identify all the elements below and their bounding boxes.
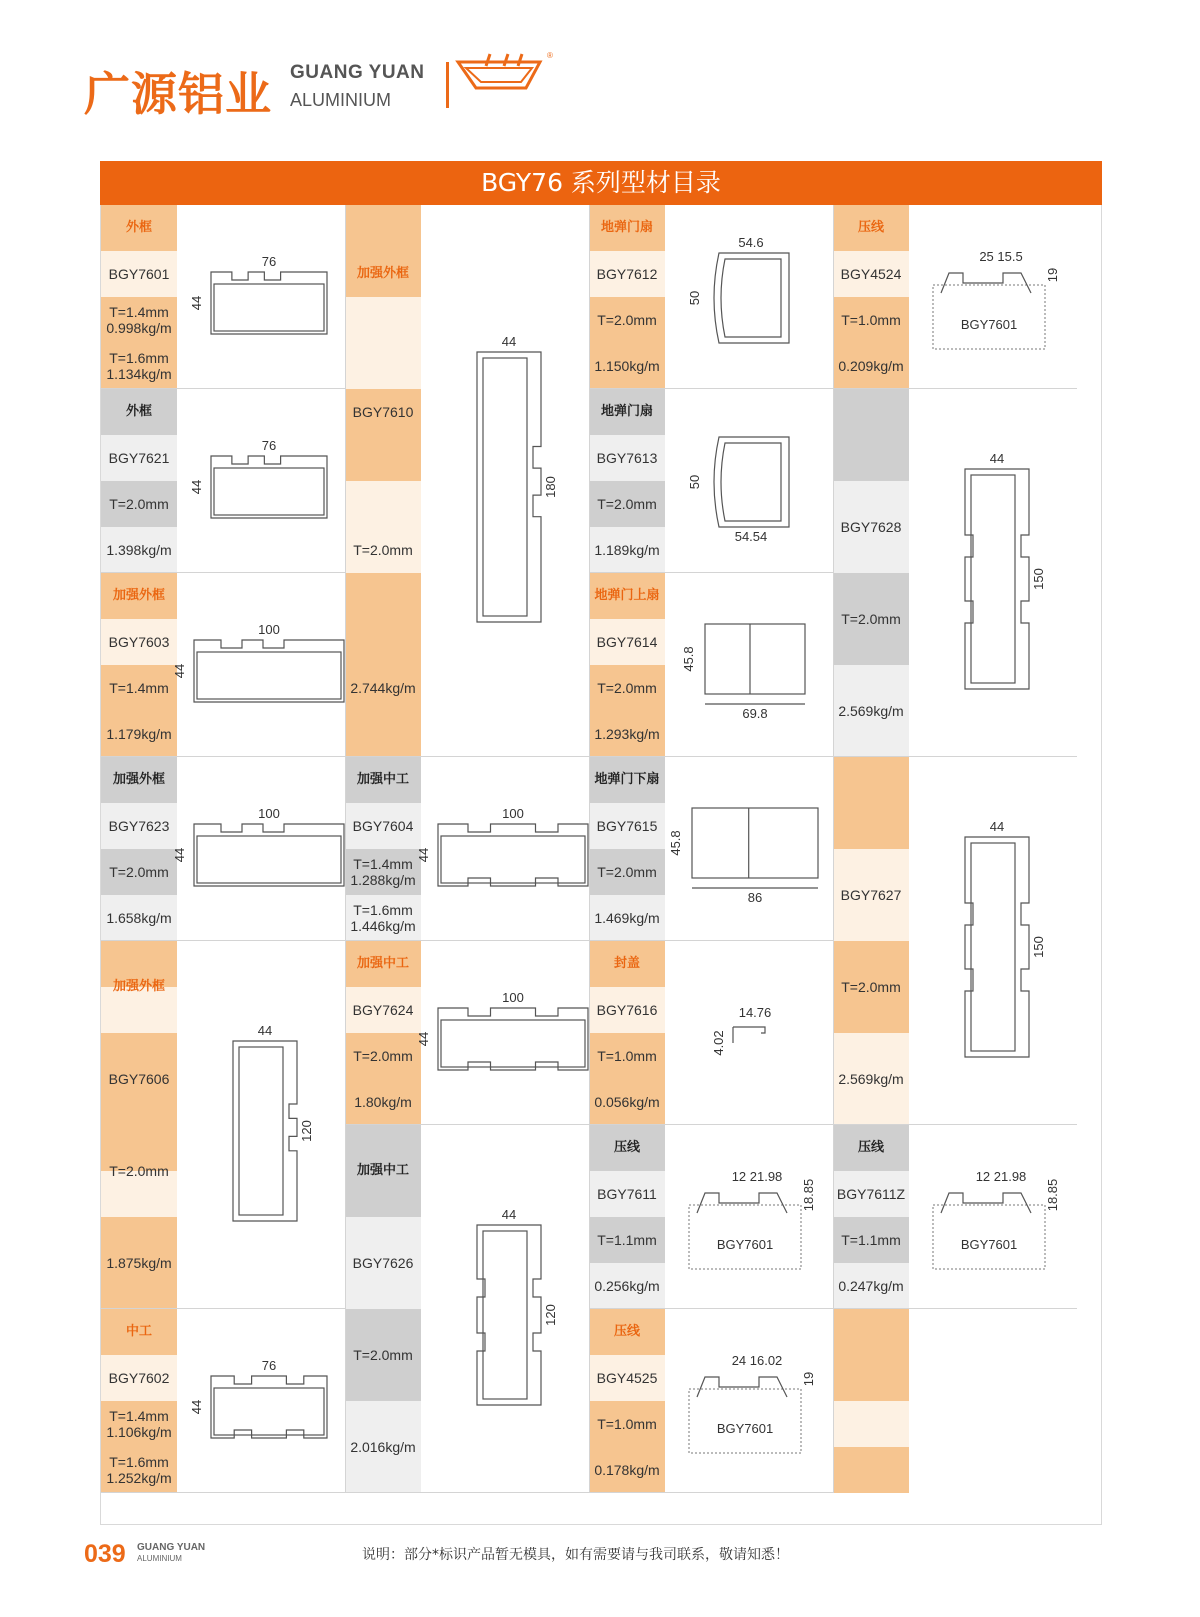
spec-line: T=2.0mm (597, 312, 657, 328)
category-label (589, 389, 665, 435)
profile-outline (941, 1193, 1031, 1213)
brand-name-cn: 广源铝业 (84, 67, 272, 121)
dimension-label: 50 (687, 474, 702, 490)
product-code (833, 1171, 909, 1217)
profile-inner (721, 443, 781, 521)
dimension-label: 44 (172, 663, 187, 679)
category-label (833, 1125, 909, 1171)
product-code (101, 619, 177, 665)
dimension-label: 18.85 (801, 1178, 816, 1212)
spec-line: BGY7627 (840, 887, 902, 903)
dimension-label: 45.8 (668, 830, 683, 856)
product-code (833, 481, 909, 573)
category-label (345, 1125, 421, 1217)
category-label (101, 941, 177, 1033)
spec-line: T=1.6mm (353, 902, 413, 918)
dimension-label: 86 (747, 890, 763, 905)
spec-line: T=1.1mm (841, 1232, 901, 1248)
profile-outline (211, 1376, 327, 1438)
profile-outline (965, 469, 1029, 689)
spec-value (101, 343, 177, 389)
product-code (589, 803, 665, 849)
label-cell-bg (833, 803, 909, 849)
dimension-label: 150 (1031, 936, 1046, 958)
product-code (101, 435, 177, 481)
spec-line: 1.293kg/m (594, 726, 660, 742)
spec-value (589, 297, 665, 343)
spec-line: 地弹门下扇 (594, 772, 660, 787)
spec-line: 1.80kg/m (354, 1094, 412, 1110)
spec-value (589, 1263, 665, 1309)
spec-line: T=2.0mm (353, 1347, 413, 1363)
category-label (101, 389, 177, 435)
profile-drawing (909, 389, 1077, 757)
spec-line: 1.875kg/m (106, 1255, 172, 1271)
registered-mark: ® (547, 51, 553, 60)
product-code (833, 849, 909, 941)
spec-line: T=2.0mm (353, 542, 413, 558)
spec-line: BGY7612 (596, 266, 658, 282)
label-cell-bg (833, 389, 909, 435)
profile-drawing (665, 389, 833, 573)
profile-outline (714, 253, 789, 343)
profile-outline (438, 1008, 588, 1070)
dimension-label: 44 (989, 451, 1005, 466)
profile-drawing (909, 1125, 1077, 1309)
brand-subtitle-en: ALUMINIUM (290, 90, 392, 110)
spec-value (589, 1079, 665, 1125)
spec-value (101, 895, 177, 941)
spec-line: BGY7606 (108, 1071, 170, 1087)
dimension-label: 44 (189, 479, 204, 495)
spec-line: BGY7615 (596, 818, 658, 834)
dimension-label: 100 (502, 990, 524, 1005)
category-label (101, 573, 177, 619)
profile-inner (197, 836, 341, 883)
label-cell-bg (833, 1401, 909, 1447)
profile-inner (483, 1231, 527, 1399)
spec-line: 中工 (125, 1324, 152, 1339)
spec-line: T=1.1mm (597, 1232, 657, 1248)
spec-line: BGY7604 (352, 818, 414, 834)
dimension-label: 44 (172, 847, 187, 863)
spec-line: BGY7628 (840, 519, 902, 535)
spec-value (589, 1033, 665, 1079)
dimension-label: 44 (501, 334, 517, 349)
spec-line: T=1.4mm (109, 304, 169, 320)
product-code (101, 251, 177, 297)
spec-line: BGY7621 (108, 450, 170, 466)
profile-outline (965, 837, 1029, 1057)
spec-line: 0.256kg/m (594, 1278, 660, 1294)
spec-line: 加强中工 (356, 956, 409, 971)
dimension-label: 44 (416, 1031, 431, 1047)
spec-line: T=2.0mm (597, 496, 657, 512)
spec-line: 1.134kg/m (106, 366, 172, 382)
profile-drawing (909, 205, 1077, 389)
category-label (833, 205, 909, 251)
profile-outline (697, 1377, 787, 1397)
spec-value (345, 849, 421, 895)
spec-value (345, 1033, 421, 1079)
dimension-label: 180 (543, 476, 558, 498)
dimension-label: 150 (1031, 568, 1046, 590)
spec-line: 1.179kg/m (106, 726, 172, 742)
spec-line: T=1.6mm (109, 1454, 169, 1470)
spec-line: T=2.0mm (841, 611, 901, 627)
product-code (345, 343, 421, 481)
spec-value (345, 619, 421, 757)
product-code (589, 1355, 665, 1401)
profile-outline (714, 437, 789, 527)
spec-line: 0.998kg/m (106, 320, 172, 336)
spec-line: 2.016kg/m (350, 1439, 416, 1455)
profile-drawing (665, 205, 833, 389)
profile-drawing (177, 1309, 345, 1493)
category-label (101, 205, 177, 251)
spec-value (833, 1217, 909, 1263)
spec-line: 1.398kg/m (106, 542, 172, 558)
spec-line: 地弹门扇 (600, 220, 653, 235)
spec-line: 地弹门上扇 (594, 588, 660, 603)
profile-drawing (416, 757, 589, 941)
spec-value (589, 481, 665, 527)
spec-value (833, 1033, 909, 1125)
dimension-label: 12 21.98 (975, 1169, 1027, 1184)
dimension-label: 4.02 (711, 1030, 726, 1056)
spec-value (833, 573, 909, 665)
footer-brand-sub: ALUMINIUM (137, 1554, 182, 1563)
spec-line: BGY7601 (108, 266, 170, 282)
spec-value (345, 895, 421, 941)
column-divider (345, 205, 346, 1493)
dimension-label: 44 (501, 1207, 517, 1222)
spec-line: 压线 (613, 1324, 640, 1339)
label-cell-bg (833, 1447, 909, 1493)
spec-line: BGY7613 (596, 450, 658, 466)
dimension-label: 44 (257, 1023, 273, 1038)
spec-line: BGY7626 (352, 1255, 414, 1271)
dimension-label: 76 (261, 438, 277, 453)
product-code (345, 987, 421, 1033)
profile-outline (194, 824, 344, 886)
spec-value (833, 1263, 909, 1309)
spec-value (101, 1447, 177, 1493)
product-code (101, 803, 177, 849)
product-code (589, 1171, 665, 1217)
dimension-label: 76 (261, 1358, 277, 1373)
spec-line: 1.469kg/m (594, 910, 660, 926)
brand-divider (446, 62, 449, 108)
spec-line: 0.178kg/m (594, 1462, 660, 1478)
label-cell-bg (833, 1355, 909, 1401)
column-divider (833, 205, 834, 1493)
spec-line: 1.150kg/m (594, 358, 660, 374)
profile-drawing (665, 573, 833, 757)
spec-line: BGY4524 (840, 266, 902, 282)
spec-line: 压线 (857, 1140, 884, 1155)
profile-inner (483, 358, 527, 616)
profile-drawing (177, 389, 345, 573)
label-cell-bg (833, 435, 909, 481)
dimension-label: 24 16.02 (731, 1353, 783, 1368)
spec-line: 加强中工 (356, 772, 409, 787)
profile-outline (477, 352, 541, 622)
brand-name-en: GUANG YUAN (290, 62, 425, 83)
spec-line: T=1.0mm (841, 312, 901, 328)
dimension-label: 18.85 (1045, 1178, 1060, 1212)
spec-line: BGY7610 (352, 404, 414, 420)
spec-value (101, 1401, 177, 1447)
profile-outline (705, 624, 805, 694)
spec-line: T=2.0mm (597, 864, 657, 880)
footer-brand: GUANG YUAN (137, 1542, 206, 1553)
spec-value (101, 665, 177, 711)
spec-line: BGY7611 (597, 1186, 657, 1202)
profile-drawing (177, 941, 345, 1309)
profile-outline (211, 272, 327, 334)
spec-line: 加强外框 (112, 979, 165, 994)
spec-value (589, 665, 665, 711)
spec-line: 封盖 (613, 956, 640, 971)
spec-line: T=1.0mm (597, 1048, 657, 1064)
dimension-label: 25 15.5 (979, 249, 1023, 264)
spec-line: T=2.0mm (109, 1163, 169, 1179)
category-label (345, 941, 421, 987)
column-divider (589, 205, 590, 1493)
footer-note: 说明：部分*标识产品暂无模具，如有需要请与我司联系，敬请知悉！ (362, 1547, 789, 1563)
spec-line: 加强外框 (112, 588, 165, 603)
category-label (101, 1309, 177, 1355)
spec-value (589, 849, 665, 895)
reference-label: BGY7601 (960, 1237, 1018, 1252)
spec-line: T=1.4mm (353, 856, 413, 872)
profile-drawing (909, 757, 1077, 1125)
profile-inner (441, 836, 585, 883)
profile-inner (239, 1047, 283, 1215)
spec-line: BGY7624 (352, 1002, 414, 1018)
profile-drawing (665, 1125, 833, 1309)
spec-line: 0.056kg/m (594, 1094, 660, 1110)
spec-value (345, 1079, 421, 1125)
spec-value (101, 1125, 177, 1217)
product-code (589, 619, 665, 665)
dimension-label: 100 (258, 806, 280, 821)
dimension-label: 12 21.98 (731, 1169, 783, 1184)
spec-line: BGY4525 (596, 1370, 658, 1386)
spec-value (589, 343, 665, 389)
category-label (589, 573, 665, 619)
spec-line: T=2.0mm (597, 680, 657, 696)
spec-value (101, 849, 177, 895)
spec-line: 0.209kg/m (838, 358, 904, 374)
profile-outline (477, 1225, 541, 1405)
reference-label: BGY7601 (960, 317, 1018, 332)
spec-value (101, 297, 177, 343)
dimension-label: 44 (189, 295, 204, 311)
profile-outline (941, 273, 1031, 293)
dimension-label: 19 (1045, 267, 1060, 283)
dimension-label: 50 (687, 290, 702, 306)
dimension-label: 44 (416, 847, 431, 863)
spec-value (833, 665, 909, 757)
profile-inner (214, 1388, 324, 1435)
spec-line: BGY7603 (108, 634, 170, 650)
spec-line: 加强中工 (356, 1163, 409, 1178)
spec-line: 1.446kg/m (350, 918, 416, 934)
product-code (101, 1033, 177, 1125)
spec-line: 地弹门扇 (600, 404, 653, 419)
spec-value (589, 1217, 665, 1263)
spec-value (589, 1401, 665, 1447)
category-label (589, 1309, 665, 1355)
dimension-label: 14.76 (738, 1005, 772, 1020)
product-code (345, 1217, 421, 1309)
spec-line: BGY7614 (596, 634, 658, 650)
dimension-label: 44 (989, 819, 1005, 834)
profile-outline (233, 1041, 297, 1221)
spec-line: BGY7623 (108, 818, 170, 834)
profile-drawing (416, 941, 589, 1125)
spec-line: 1.189kg/m (594, 542, 660, 558)
spec-value (345, 1309, 421, 1401)
spec-line: 1.288kg/m (350, 872, 416, 888)
profile-drawing (665, 1309, 833, 1493)
profile-inner (214, 284, 324, 331)
spec-line: T=1.0mm (597, 1416, 657, 1432)
profile-inner (197, 652, 341, 699)
profile-outline (733, 1027, 765, 1043)
spec-line: 2.569kg/m (838, 703, 904, 719)
spec-line: T=1.4mm (109, 1408, 169, 1424)
spec-line: T=2.0mm (109, 496, 169, 512)
spec-value (101, 1217, 177, 1309)
spec-line: T=2.0mm (841, 979, 901, 995)
category-label (589, 941, 665, 987)
product-code (589, 435, 665, 481)
category-label (345, 205, 421, 343)
spec-line: T=1.6mm (109, 350, 169, 366)
spec-line: 外框 (125, 404, 152, 419)
profile-drawing (665, 941, 833, 1125)
spec-line: 加强外框 (112, 772, 165, 787)
dimension-label: 100 (258, 622, 280, 637)
profile-outline (211, 456, 327, 518)
dimension-label: 69.8 (742, 706, 768, 721)
category-label (345, 757, 421, 803)
row-divider (589, 1492, 833, 1493)
spec-line: T=2.0mm (109, 864, 169, 880)
spec-line: T=2.0mm (353, 1048, 413, 1064)
profile-inner (441, 1020, 585, 1067)
spec-value (345, 481, 421, 619)
product-code (101, 1355, 177, 1401)
spec-value (833, 941, 909, 1033)
profile-catalog-grid (100, 205, 1102, 1525)
dimension-label: 76 (261, 254, 277, 269)
profile-drawing (421, 205, 589, 757)
profile-outline (697, 1193, 787, 1213)
gyr-logo-icon (454, 50, 564, 102)
spec-value (589, 527, 665, 573)
spec-line: BGY7616 (596, 1002, 658, 1018)
spec-value (345, 1401, 421, 1493)
profile-outline (438, 824, 588, 886)
profile-inner (214, 468, 324, 515)
spec-line: 1.252kg/m (106, 1470, 172, 1486)
label-cell-bg (833, 757, 909, 803)
category-label (589, 757, 665, 803)
dimension-label: 120 (299, 1120, 314, 1142)
dimension-label: 19 (801, 1371, 816, 1387)
spec-line: 压线 (857, 220, 884, 235)
product-code (589, 987, 665, 1033)
spec-value (101, 481, 177, 527)
catalog-title: BGY76 系列型材目录 (100, 161, 1102, 205)
product-code (345, 803, 421, 849)
spec-line: 1.658kg/m (106, 910, 172, 926)
profile-inner (971, 475, 1015, 683)
spec-line: 加强外框 (356, 266, 409, 281)
profile-inner (971, 843, 1015, 1051)
spec-value (101, 711, 177, 757)
label-cell-bg (833, 1309, 909, 1355)
spec-value (589, 1447, 665, 1493)
category-label (589, 1125, 665, 1171)
page-number: 039 (84, 1540, 126, 1568)
spec-line: 1.106kg/m (106, 1424, 172, 1440)
category-label (101, 757, 177, 803)
spec-value (833, 343, 909, 389)
spec-line: 压线 (613, 1140, 640, 1155)
dimension-label: 54.6 (738, 235, 764, 250)
dimension-label: 120 (543, 1304, 558, 1326)
category-label (589, 205, 665, 251)
profile-drawing (421, 1125, 589, 1493)
profile-outline (194, 640, 344, 702)
spec-line: BGY7602 (108, 1370, 170, 1386)
profile-drawing (172, 573, 345, 757)
reference-label: BGY7601 (716, 1237, 774, 1252)
spec-line: 0.247kg/m (838, 1278, 904, 1294)
spec-value (589, 895, 665, 941)
profile-outline (692, 808, 818, 878)
profile-drawing (177, 205, 345, 389)
spec-line: 2.569kg/m (838, 1071, 904, 1087)
profile-drawing (172, 757, 345, 941)
dimension-label: 44 (189, 1399, 204, 1415)
reference-label: BGY7601 (716, 1421, 774, 1436)
dimension-label: 45.8 (681, 646, 696, 672)
spec-line: T=1.4mm (109, 680, 169, 696)
dimension-label: 100 (502, 806, 524, 821)
spec-line: 2.744kg/m (350, 680, 416, 696)
spec-line: BGY7611Z (836, 1186, 906, 1202)
profile-drawing (665, 757, 833, 941)
product-code (833, 251, 909, 297)
dimension-label: 54.54 (734, 529, 768, 544)
spec-value (101, 527, 177, 573)
row-divider (345, 1492, 589, 1493)
spec-value (833, 297, 909, 343)
profile-inner (721, 259, 781, 337)
spec-value (589, 711, 665, 757)
row-divider (101, 1492, 345, 1493)
product-code (589, 251, 665, 297)
spec-line: 外框 (125, 220, 152, 235)
